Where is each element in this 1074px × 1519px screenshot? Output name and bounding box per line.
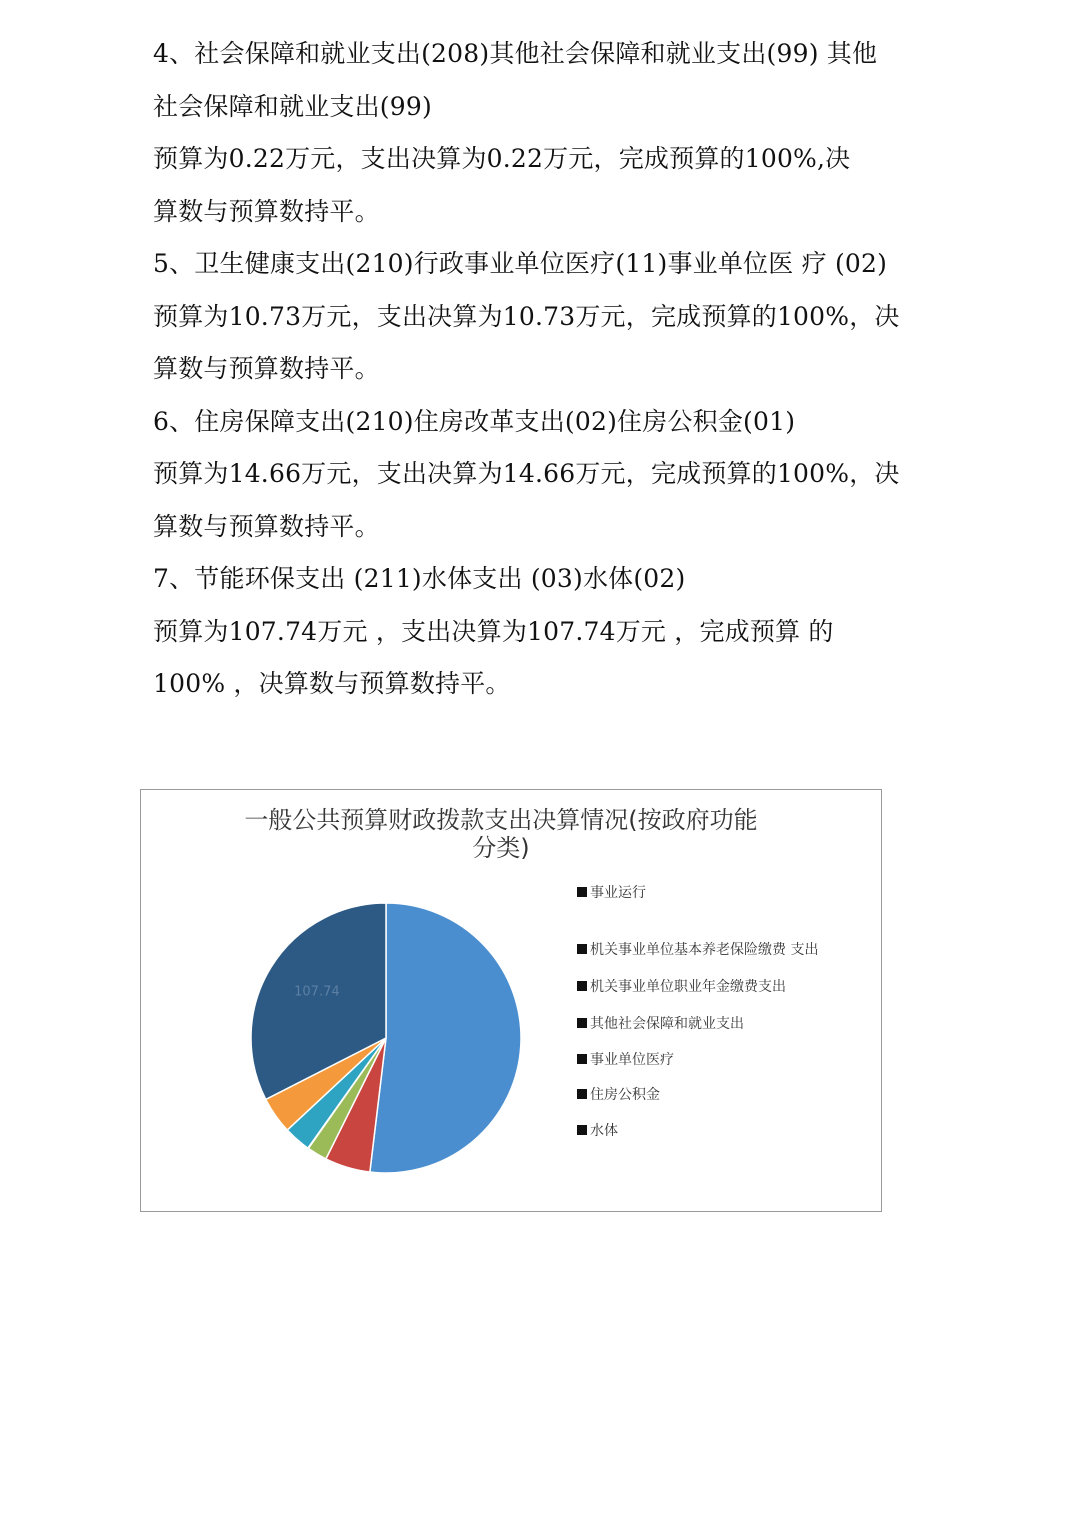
paragraph-line: 社会保障和就业支出(99)	[153, 91, 432, 121]
legend-item	[577, 882, 646, 902]
legend-item	[577, 939, 818, 959]
paragraph-line: 5、卫生健康支出(210)行政事业单位医疗(11)事业单位医 疗 (02)	[153, 249, 888, 278]
legend-label: 其他社会保障和就业支出	[590, 1016, 744, 1032]
chart-title-line: 一般公共预算财政拨款支出决算情况(按政府功能	[244, 806, 758, 834]
paragraph-line: 算数与预算数持平。	[153, 511, 380, 541]
paragraph-line: 预算为14.66万元，支出决算为14.66万元，完成预算的100%，决	[153, 459, 900, 488]
legend-label: 机关事业单位职业年金缴费支出	[590, 979, 786, 995]
paragraph-line: 算数与预算数持平。	[153, 354, 380, 383]
chart-title-line: 分类)	[472, 834, 530, 862]
legend-label: 机关事业单位基本养老保险缴费 支出	[590, 942, 819, 958]
legend-label: 事业单位医疗	[590, 1052, 674, 1068]
legend-swatch	[577, 981, 587, 991]
pie-slice-1	[370, 903, 521, 1173]
legend-label: 事业运行	[590, 885, 646, 901]
paragraph-line: 预算为0.22万元，支出决算为0.22万元，完成预算的100%,决	[153, 144, 851, 173]
legend-swatch	[577, 1054, 587, 1064]
paragraph-line: 预算为107.74万元 ，支出决算为107.74万元 ，完成预算 的	[153, 616, 834, 646]
legend-item	[577, 1049, 674, 1069]
pie-chart-frame	[140, 789, 882, 1212]
legend-label: 水体	[590, 1123, 618, 1139]
legend-item	[577, 1084, 660, 1104]
legend-item	[577, 976, 786, 996]
legend-swatch	[577, 1089, 587, 1099]
paragraph-line: 100% ，决算数与预算数持平。	[153, 669, 511, 698]
body-text	[153, 28, 933, 711]
legend-swatch	[577, 944, 587, 954]
legend-swatch	[577, 887, 587, 897]
legend-swatch	[577, 1018, 587, 1028]
pie-chart	[231, 895, 541, 1185]
paragraph-line: 7、节能环保支出 (211)水体支出 (03)水体(02)	[153, 564, 686, 593]
paragraph-line: 算数与预算数持平。	[153, 196, 380, 226]
legend-label: 住房公积金	[590, 1087, 660, 1103]
legend-item	[577, 1120, 618, 1140]
legend-swatch	[577, 1125, 587, 1135]
paragraph-line: 4、社会保障和就业支出(208)其他社会保障和就业支出(99) 其他	[153, 39, 878, 68]
legend-item	[577, 1013, 744, 1033]
chart-title	[201, 806, 801, 862]
paragraph-line: 预算为10.73万元，支出决算为10.73万元，完成预算的100%，决	[153, 301, 900, 331]
pie-data-label: 107.74	[294, 984, 340, 1000]
paragraph-line: 6、住房保障支出(210)住房改革支出(02)住房公积金(01)	[153, 406, 796, 436]
